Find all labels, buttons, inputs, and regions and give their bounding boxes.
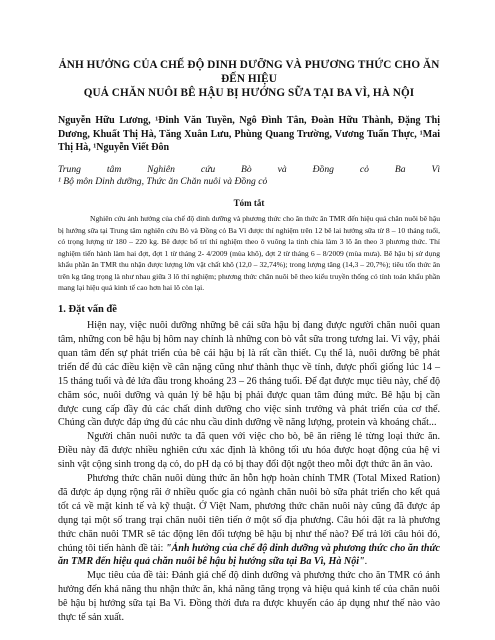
section-heading-introduction: 1. Đặt vấn đề [58, 304, 117, 316]
intro-paragraph-4: Mục tiêu của đề tài: Đánh giá chế độ dinh dưỡng và phương thức cho ăn TMR có ảnh hưởng đến khả năng thu nhận thức ăn, khả năng tăng trọng và hiệu quả kinh tế của chăn nuôi bê hậu bị hướng sữa tại Ba Vì. Đồng thời đưa ra được khuyến cáo áp dụng như thế nào vào thực tế sản xuất. [58, 570, 440, 624]
intro-paragraph-2: Người chăn nuôi nước ta đã quen với việc cho bò, bê ăn riêng lẻ từng loại thức ăn. Điều này đã được nhiều nghiên cứu xác định là không tối ưu hóa được hoạt động của hệ vi sinh vật cộng sinh trong dạ cỏ, do pH dạ cỏ bị thay đổi đột ngột theo mỗi đợt thức ăn ăn vào. [58, 431, 440, 471]
intro-paragraph-3 [58, 472, 440, 569]
paper-title [58, 58, 440, 100]
abstract-heading: Tóm tắt [233, 197, 265, 208]
title-line-2: QUẢ CHĂN NUÔI BÊ HẬU BỊ HƯỚNG SỮA TẠI BA VÌ, HÀ NỘI [83, 87, 415, 99]
author-list: Nguyễn Hữu Lương, ¹Đinh Văn Tuyền, Ngô Đình Tân, Đoàn Hữu Thành, Đặng Thị Dương, Khuất Thị Hà, Tăng Xuân Lưu, Phùng Quang Trường, Vương Tuấn Thực, ¹Mai Thị Hà, ¹Nguyễn Viết Đôn [58, 115, 440, 153]
paper-page [58, 58, 440, 625]
intro-paragraph-3-text: Phương thức chăn nuôi dùng thức ăn hỗn hợp hoàn chỉnh TMR (Total Mixed Ration) đã được áp dụng rộng rãi ở nhiều quốc gia có ngành chăn nuôi bò sữa phát triển cho kết quả tốt cả về mặt kinh tế và kỹ thuật. Ở Việt Nam, phương thức chăn nuôi này cũng đã được áp dụng tại một số trang trại chăn nuôi tiên tiến ở một số địa phương. Câu hỏi đặt ra là phương thức chăn nuôi TMR sẽ tác động lên đối tượng bê hậu bị như thế nào? Để trả lời câu hỏi đó, chúng tôi tiến hành đề tài: [58, 473, 440, 554]
intro-paragraph-3-end: . [364, 556, 368, 568]
study-title-quote: "Ảnh hưởng của chế độ dinh dưỡng và phương thức cho ăn thức ăn TMR đến hiệu quả chăn nuôi bê hậu bị hướng sữa tại Ba Vì, Hà Nội" [58, 542, 440, 568]
title-line-1: ẢNH HƯỞNG CỦA CHẾ ĐỘ DINH DƯỠNG VÀ PHƯƠNG THỨC CHO ĂN ĐẾN HIỆU [58, 59, 440, 85]
abstract-text: Nghiên cứu ảnh hưởng của chế độ dinh dưỡng và phương thức cho ăn thức ăn TMR đến hiệu quả chăn nuôi bê hậu bị hướng sữa tại Trung tâm nghiên cứu Bò và Đồng cỏ Ba Vì được thí nghiệm trên 12 bê lai hướng sữa từ 8 – 10 tháng tuổi, có trọng lượng từ 180 – 220 kg. Bê được bố trí thí nghiệm theo ô vuông la tinh chia làm 3 lô ăn theo 3 phương thức. Thí nghiệm tiến hành làm hai đợt, đợt 1 từ tháng 2- 4/2009 (mùa khô), đợt 2 từ tháng 6 – 8/2009 (mùa mưa). Bê hậu bị sử dụng khẩu phần ăn TMR thu nhận được lượng lớn vật chất khô (12,0 – 32,74%); trong lượng tăng (14,3 – 20,7%); tiêu tốn thức ăn trên kg tăng trọng là như nhau giữa 3 lô thí nghiệm; phương thức chăn nuôi bê theo kiểu truyền thống có tính toán khẩu phần mang lại hiệu quả kinh tế cao hơn hai lô còn lại. [58, 213, 440, 293]
affiliation-primary: Trung tâm Nghiên cứu Bò và Đồng cỏ Ba Vì [58, 163, 440, 175]
intro-paragraph-1: Hiện nay, việc nuôi dưỡng những bê cái sữa hậu bị đang được người chăn nuôi quan tâm, những con bê hậu bị hôm nay chính là những con bò vắt sữa trong tương lai. Vì vậy, phải quan tâm đến sự phát triển của bê cái hậu bị là rất cần thiết. Cụ thể là, nuôi dưỡng bê phát triển để đủ các điều kiện về cân nặng cũng như thành thục về tính, được phối giống lúc 14 – 15 tháng tuổi và đẻ lứa đầu trong khoảng 23 – 26 tháng tuổi. Để đạt được mục tiêu này, chế độ chăm sóc, nuôi dưỡng và quản lý bê hậu bị phải được quan tâm đúng mức. Bê hậu bị cần được cung cấp đầy đủ các chất dinh dưỡng cho việc sinh trưởng và phát triển của cơ thể. Chúng cần được đáp ứng đủ các nhu cầu dinh dưỡng về năng lượng, protein và khoáng chất... [58, 320, 440, 429]
affiliation-secondary: ¹ Bộ môn Dinh dưỡng, Thức ăn Chăn nuôi và Đồng cỏ [58, 175, 268, 187]
